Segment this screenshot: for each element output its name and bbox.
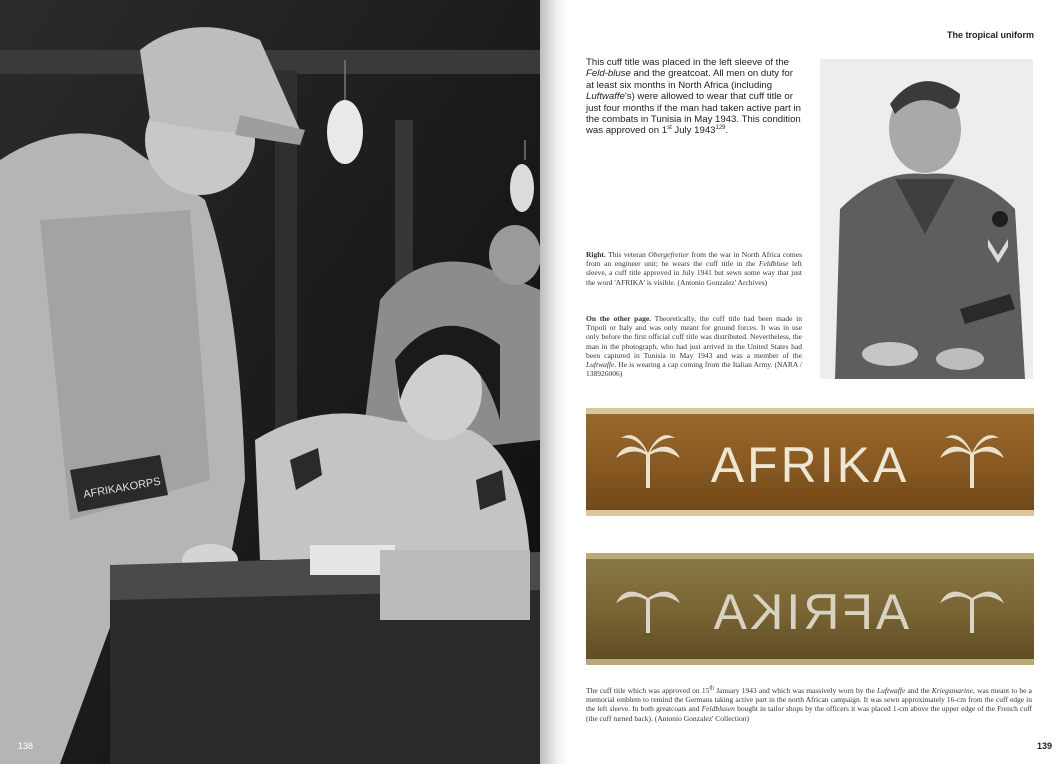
page-gutter (540, 0, 568, 764)
intro-paragraph: This cuff title was placed in the left sleeve of the Feld-bluse and the greatcoat. All men on duty for at least six months in North Africa (including Luftwaffe's) were allowed to wear that cuff title or just four months if the man had taken active part in the combats in Tunisia in May 1943. This condition was approved on 1st July 1943$^{129}$. (586, 57, 801, 137)
caption-right: Right. This veteran Obergefreiter from the war in North Africa comes from an engineer unit; he wears the cuff title in the Feldbluse left sleeve, a cuff title approved in July 1941 but sewn some way that just the word 'AFRIKA' is visible. (Antonio Gonzalez' Archives) (586, 250, 803, 287)
portrait-photo (820, 59, 1033, 379)
caption-on-the-other-page: On the other page. Theoretically, the cuff title had been made in Tripoli or Italy and was only meant for ground forces. It was in use only before the first official cuff title was distributed. Nevertheless, the man in the photograph, who had just arrived in the United States had been captured in Tunisia in May 1943 and was a member of the Luftwaffe. He is wearing a cap coming from the Italian Army. (NARA / 138926006) (586, 314, 802, 379)
page-number: 139 (1036, 741, 1052, 751)
svg-text:AFRIKAKORPS: AFRIKAKORPS (82, 475, 162, 501)
running-head: The tropical uniform (946, 30, 1034, 40)
page-number: 138 (18, 741, 34, 751)
cuff-front-text: AFRIKA (710, 437, 910, 493)
cuff-title-front-photo (586, 398, 1034, 527)
cuff-back-text: AFRIKA (710, 584, 910, 640)
cuff-title-back-photo (586, 543, 1034, 677)
caption-cuff-title: The cuff title which was approved on 15th January 1943 and which was massively worn by the Luftwaffe and the Kriegsmarine, was meant to be a memorial emblem to remind the Germans taking active part in the north African campaign. It was sewn approximately 16-cm from the cuff edge in the left sleeve. In both greatcoats and Feldblusen bought in tailor shops by the officers it was placed 1-cm above the upper edge of the French cuff (the cuff turned back). (Antonio Gonzalez' Collection) (586, 685, 1032, 723)
